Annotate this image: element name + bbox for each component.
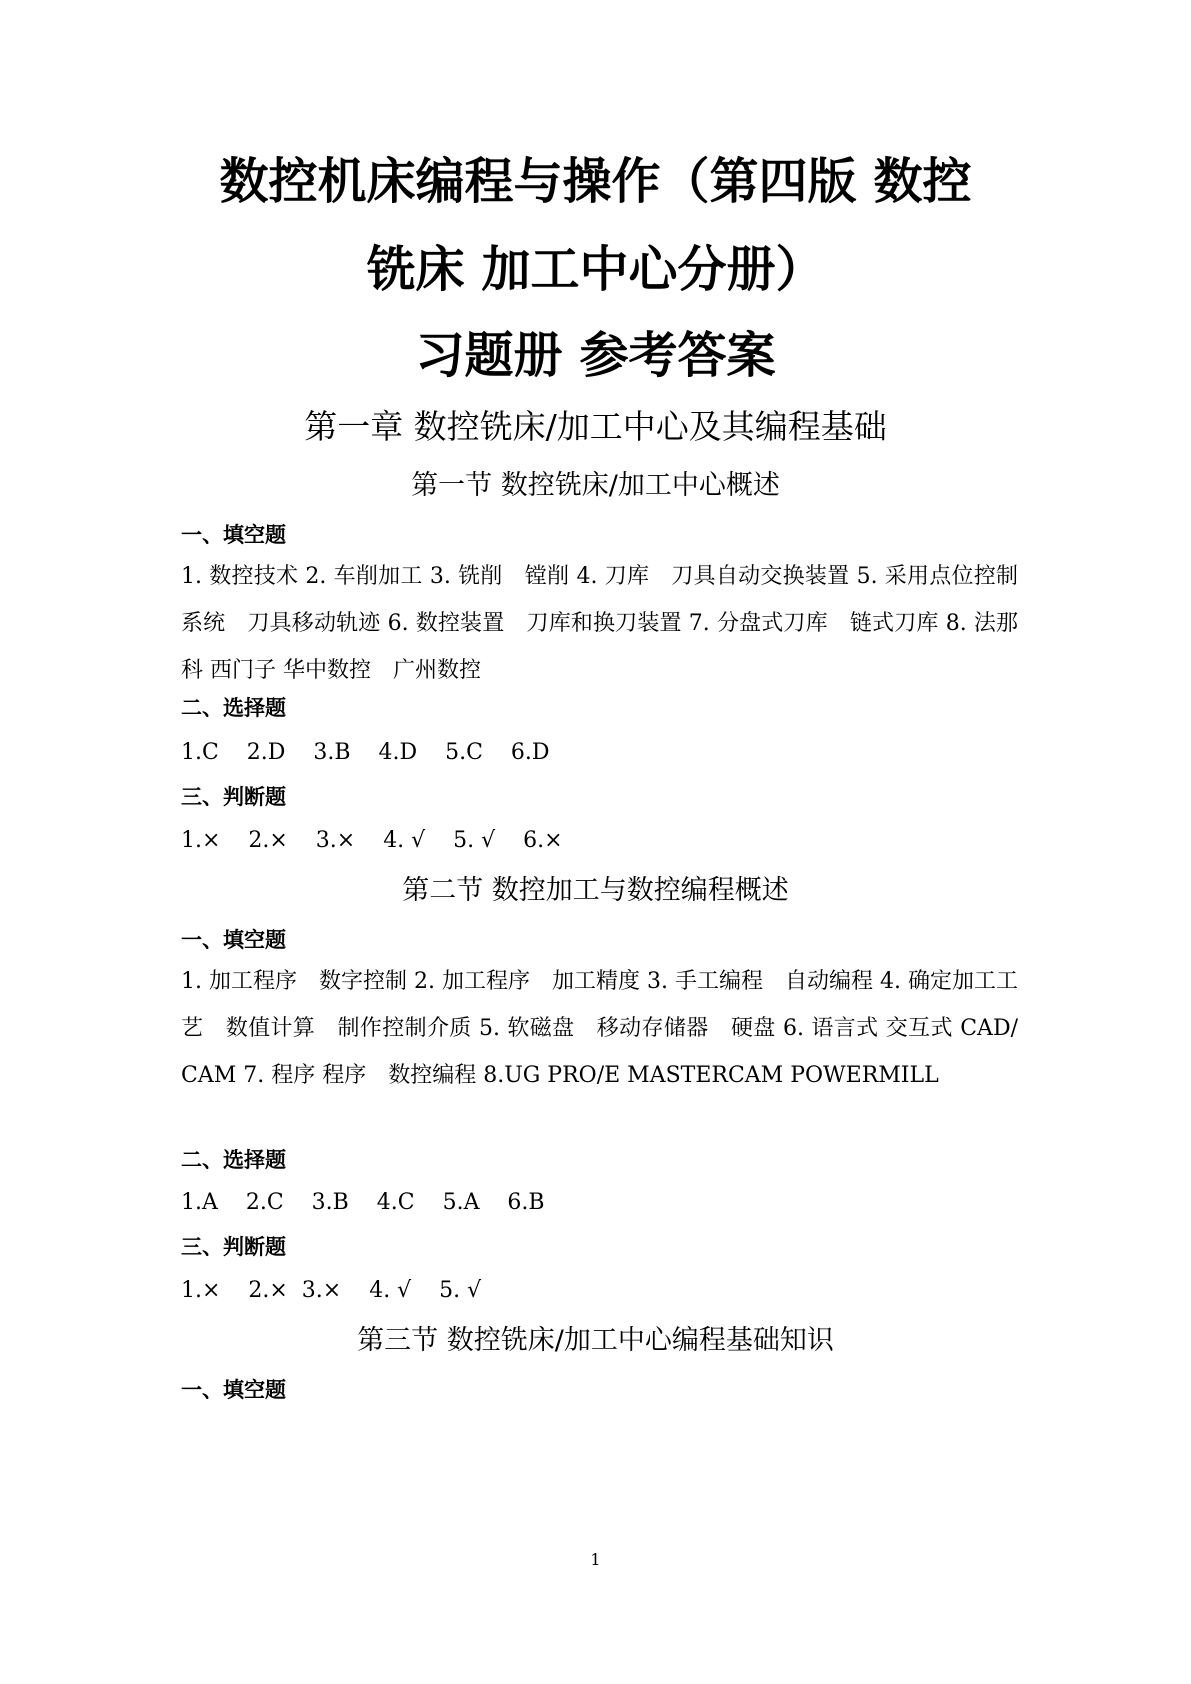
section-1-choice-answers: 1.C 2.D 3.B 4.D 5.C 6.D — [181, 740, 550, 765]
document-title-line-1: 数控机床编程与操作（第四版 数控 — [219, 153, 972, 210]
section-1-judge-answers: 1.× 2.× 3.× 4. √ 5. √ 6.× — [181, 828, 563, 853]
section-3-title: 第三节 数控铣床/加工中心编程基础知识 — [357, 1325, 834, 1356]
chapter-title: 第一章 数控铣床/加工中心及其编程基础 — [304, 407, 887, 446]
page-number: 1 — [590, 1550, 601, 1569]
document-title-line-2: 铣床 加工中心分册） — [366, 241, 825, 298]
section-2-judge-answers: 1.× 2.× 3.× 4. √ 5. √ — [181, 1278, 482, 1303]
section-1-choice-label: 二、选择题 — [181, 696, 286, 720]
section-1-fill-label: 一、填空题 — [181, 523, 286, 547]
section-2-choice-label: 二、选择题 — [181, 1148, 286, 1172]
section-3-fill-label: 一、填空题 — [181, 1378, 286, 1402]
section-1-judge-label: 三、判断题 — [181, 785, 286, 809]
section-2-choice-answers: 1.A 2.C 3.B 4.C 5.A 6.B — [181, 1190, 545, 1215]
section-1-title: 第一节 数控铣床/加工中心概述 — [411, 470, 780, 501]
section-2-title: 第二节 数控加工与数控编程概述 — [402, 875, 789, 906]
document-title-line-3: 习题册 参考答案 — [415, 327, 776, 384]
section-2-fill-answers: 1. 加工程序 数字控制 2. 加工程序 加工精度 3. 手工编程 自动编程 4. 确定加工工艺 数值计算 制作控制介质 5. 软磁盘 移动存储器 硬盘 6. 语言式 交互式 CAD/CAM 7. 程序 程序 数控编程 8.UG PRO/E MASTERCAM POWERMILL — [181, 969, 1018, 1088]
section-1-fill-answers: 1. 数控技术 2. 车削加工 3. 铣削 镗削 4. 刀库 刀具自动交换装置 5. 采用点位控制系统 刀具移动轨迹 6. 数控装置 刀库和换刀装置 7. 分盘式刀库 链式刀库 8. 法那科 西门子 华中数控 广州数控 — [181, 564, 1018, 683]
section-2-fill-label: 一、填空题 — [181, 928, 286, 952]
section-2-judge-label: 三、判断题 — [181, 1235, 286, 1259]
